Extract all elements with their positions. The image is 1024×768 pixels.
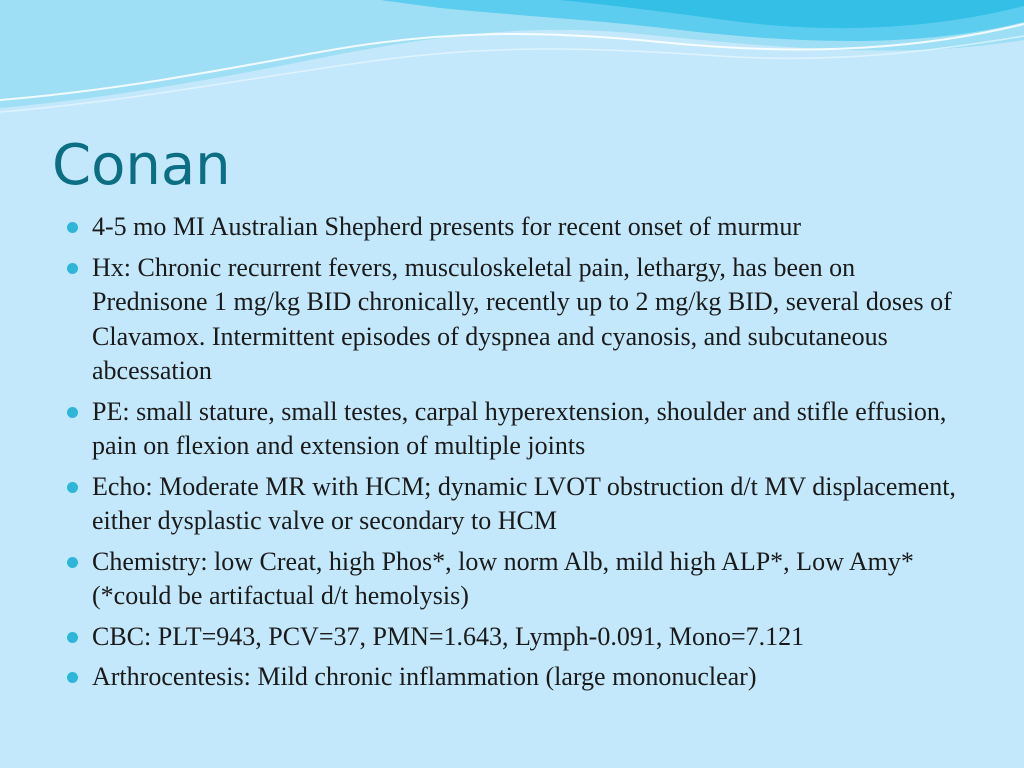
header-wave-decoration: [0, 0, 1024, 130]
bullet-item-cbc: [64, 620, 974, 655]
bullet-dot-icon: [67, 557, 78, 568]
bullet-item-signalment: [64, 210, 974, 245]
bullet-dot-icon: [67, 632, 78, 643]
bullet-dot-icon: [67, 672, 78, 683]
bullet-list: [64, 210, 974, 701]
bullet-text: CBC: PLT=943, PCV=37, PMN=1.643, Lymph-0.091, Mono=7.121: [92, 621, 805, 651]
bullet-dot-icon: [67, 222, 78, 233]
bullet-item-chemistry: [64, 545, 974, 614]
bullet-item-echo: [64, 470, 974, 539]
bullet-text: Echo: Moderate MR with HCM; dynamic LVOT obstruction d/t MV displacement, either dysplastic valve or secondary to HCM: [92, 471, 956, 535]
bullet-text: Chemistry: low Creat, high Phos*, low norm Alb, mild high ALP*, Low Amy* (*could be artifactual d/t hemolysis): [92, 546, 914, 610]
bullet-dot-icon: [67, 263, 78, 274]
bullet-dot-icon: [67, 482, 78, 493]
bullet-item-arthrocentesis: [64, 660, 974, 695]
bullet-text: PE: small stature, small testes, carpal hyperextension, shoulder and stifle effusion, pain on flexion and extension of multiple joints: [92, 396, 947, 460]
bullet-text: Arthrocentesis: Mild chronic inflammation (large mononuclear): [92, 662, 757, 691]
bullet-text: Hx: Chronic recurrent fevers, musculoskeletal pain, lethargy, has been on Prednisone 1 mg/kg BID chronically, recently up to 2 mg/kg BID, several doses of Clavamox. Intermittent episodes of dyspnea and cyanosis, and subcutaneous abcessation: [92, 252, 952, 385]
bullet-dot-icon: [67, 407, 78, 418]
bullet-item-history: [64, 251, 974, 389]
slide-title: Conan: [52, 133, 231, 198]
bullet-text: 4-5 mo MI Australian Shepherd presents for recent onset of murmur: [92, 212, 802, 241]
bullet-item-physical-exam: [64, 395, 974, 464]
